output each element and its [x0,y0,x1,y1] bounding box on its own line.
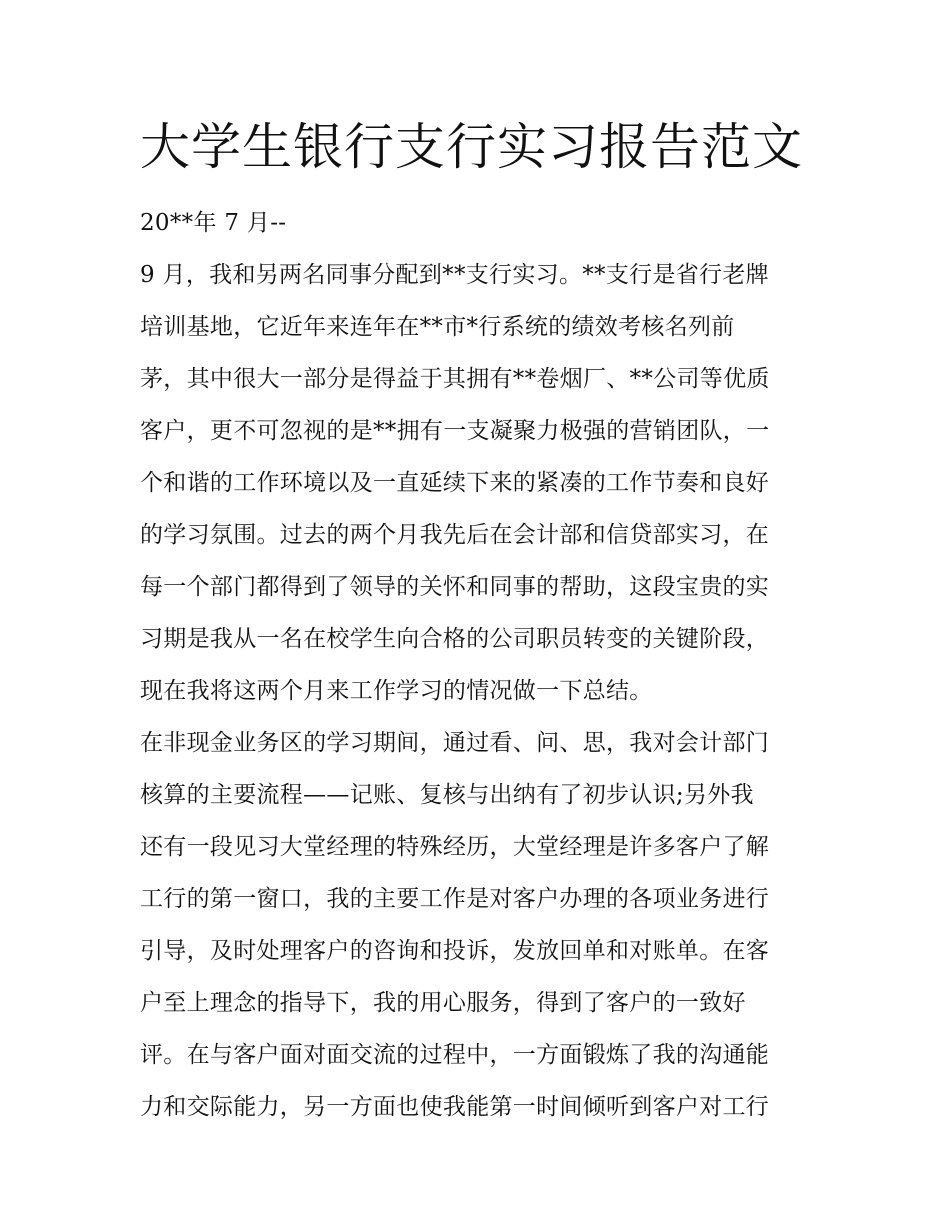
body-line: 9 月，我和另两名同事分配到**支行实习。**支行是省行老牌 [140,262,769,288]
body-line: 客户，更不可忽视的是**拥有一支凝聚力极强的营销团队，一 [140,418,770,444]
body-line: 户至上理念的指导下，我的用心服务，得到了客户的一致好 [140,990,746,1016]
body-line: 评。在与客户面对面交流的过程中，一方面锻炼了我的沟通能 [140,1042,770,1068]
document-body [140,201,830,1137]
body-line: 还有一段见习大堂经理的特殊经历，大堂经理是许多客户了解 [140,834,770,860]
body-line: 的学习氛围。过去的两个月我先后在会计部和信贷部实习，在 [140,522,770,548]
body-line: 核算的主要流程——记账、复核与出纳有了初步认识;另外我 [140,782,754,808]
body-line: 力和交际能力，另一方面也使我能第一时间倾听到客户对工行 [140,1094,770,1120]
document-title: 大学生银行支行实习报告范文 [140,118,803,176]
body-line: 在非现金业务区的学习期间，通过看、问、思，我对会计部门 [140,730,770,756]
body-line: 个和谐的工作环境以及一直延续下来的紧凑的工作节奏和良好 [140,470,770,496]
body-line: 20**年 7 月-- [140,210,287,236]
body-line: 培训基地，它近年来连年在**市*行系统的绩效考核名列前 [140,314,735,340]
body-line: 每一个部门都得到了领导的关怀和同事的帮助，这段宝贵的实 [140,574,770,600]
body-line: 工行的第一窗口，我的主要工作是对客户办理的各项业务进行 [140,886,770,912]
body-line: 现在我将这两个月来工作学习的情况做一下总结。 [140,678,653,704]
body-line: 引导，及时处理客户的咨询和投诉，发放回单和对账单。在客 [140,938,770,964]
body-line: 茅，其中很大一部分是得益于其拥有**卷烟厂、**公司等优质 [140,366,770,392]
body-line: 习期是我从一名在校学生向合格的公司职员转变的关键阶段， [140,626,770,652]
